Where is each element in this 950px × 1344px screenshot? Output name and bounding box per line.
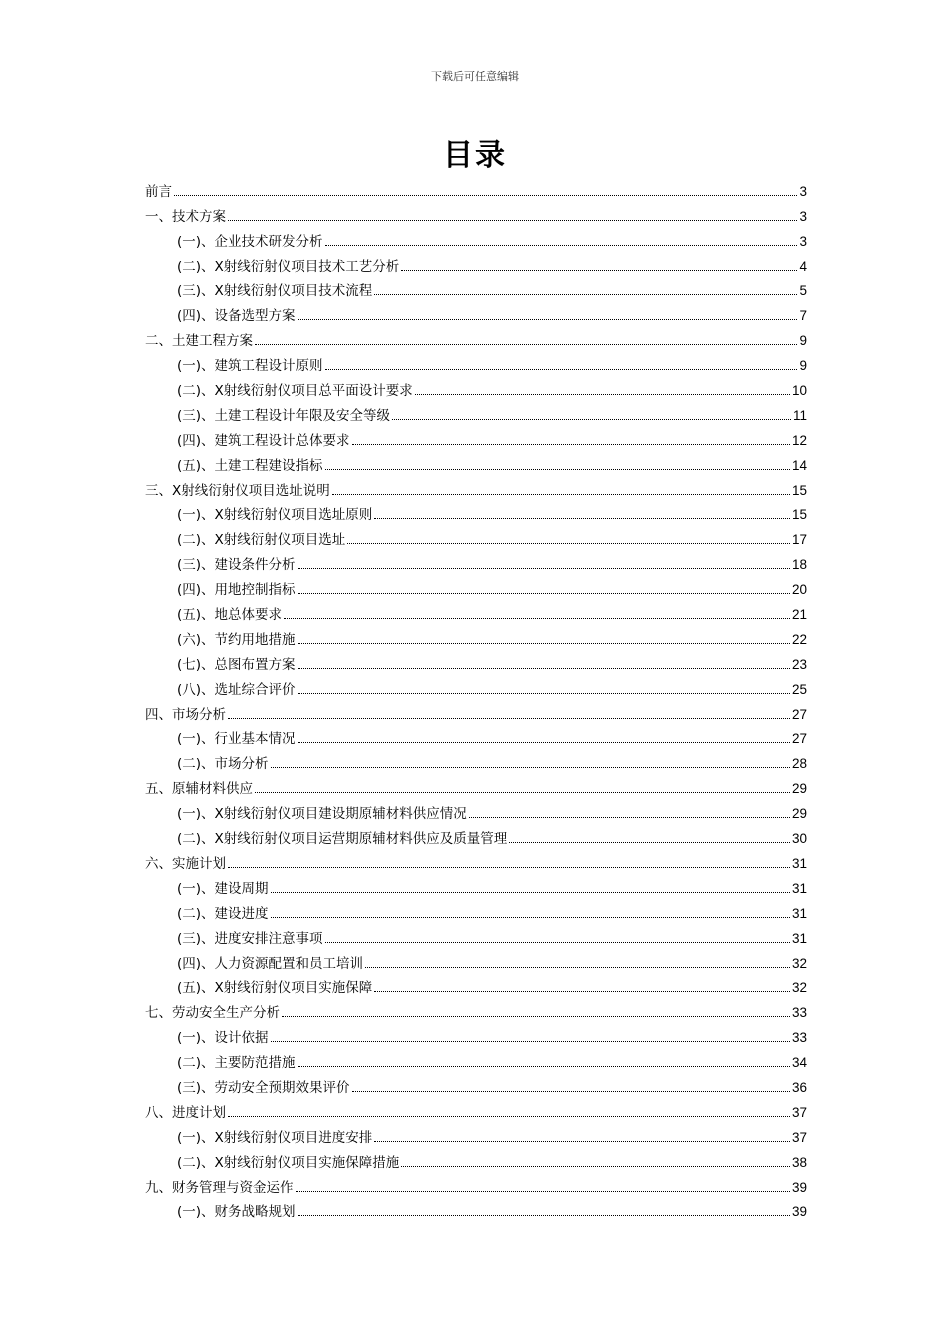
toc-entry-page: 4 xyxy=(799,258,807,274)
toc-entry[interactable] xyxy=(145,499,807,524)
toc-entry-label: (二)、市场分析 xyxy=(177,756,269,773)
toc-entry[interactable] xyxy=(145,1146,807,1171)
toc-dot-leader xyxy=(332,494,790,495)
toc-dot-leader xyxy=(298,1066,790,1067)
toc-entry-page: 29 xyxy=(791,806,807,822)
toc-entry-page: 30 xyxy=(791,831,807,847)
toc-entry[interactable] xyxy=(145,573,807,598)
toc-entry-label: 二、土建工程方案 xyxy=(145,333,253,350)
toc-entry-page: 29 xyxy=(791,781,807,797)
toc-entry-page: 10 xyxy=(791,383,807,399)
toc-entry[interactable] xyxy=(145,996,807,1021)
toc-entry-page: 32 xyxy=(791,955,807,971)
toc-dot-leader xyxy=(325,469,790,470)
toc-entry-page: 14 xyxy=(791,457,807,473)
toc-entry-label: (二)、主要防范措施 xyxy=(177,1055,296,1072)
toc-dot-leader xyxy=(228,867,790,868)
toc-entry-page: 32 xyxy=(791,980,807,996)
toc-entry-page: 33 xyxy=(791,1030,807,1046)
toc-entry-label: 七、劳动安全生产分析 xyxy=(145,1005,280,1022)
toc-entry-page: 34 xyxy=(791,1055,807,1071)
toc-entry-label: 八、进度计划 xyxy=(145,1104,226,1121)
toc-entry-label: (四)、设备选型方案 xyxy=(177,308,296,325)
toc-dot-leader xyxy=(271,892,790,893)
page-title: 目录 xyxy=(443,138,507,173)
toc-dot-leader xyxy=(352,444,790,445)
toc-entry-page: 27 xyxy=(791,731,807,747)
toc-dot-leader xyxy=(255,792,790,793)
toc-entry-label: (一)、X射线衍射仪项目选址原则 xyxy=(177,507,373,524)
toc-dot-leader xyxy=(374,294,797,295)
toc-entry[interactable] xyxy=(145,225,807,250)
toc-entry[interactable] xyxy=(145,1071,807,1096)
toc-dot-leader xyxy=(296,1191,790,1192)
toc-entry-label: (二)、X射线衍射仪项目总平面设计要求 xyxy=(177,383,413,400)
toc-dot-leader xyxy=(298,593,790,594)
toc-entry[interactable] xyxy=(145,922,807,947)
toc-entry-label: (一)、建设周期 xyxy=(177,880,269,897)
toc-entry[interactable] xyxy=(145,449,807,474)
toc-dot-leader xyxy=(255,344,797,345)
toc-entry-page: 31 xyxy=(791,855,807,871)
toc-entry-page: 9 xyxy=(799,358,807,374)
toc-entry[interactable] xyxy=(145,947,807,972)
toc-entry-label: (二)、建设进度 xyxy=(177,905,269,922)
toc-entry-label: (六)、节约用地措施 xyxy=(177,631,296,648)
toc-entry-page: 21 xyxy=(791,607,807,623)
toc-entry-page: 25 xyxy=(791,681,807,697)
toc-entry-page: 20 xyxy=(791,582,807,598)
toc-dot-leader xyxy=(298,742,790,743)
toc-dot-leader xyxy=(298,693,790,694)
toc-entry-label: (一)、设计依据 xyxy=(177,1030,269,1047)
toc-entry-label: (一)、行业基本情况 xyxy=(177,731,296,748)
toc-entry-page: 3 xyxy=(799,233,807,249)
toc-dot-leader xyxy=(392,419,791,420)
toc-entry[interactable] xyxy=(145,1096,807,1121)
toc-dot-leader xyxy=(271,1041,790,1042)
toc-dot-leader xyxy=(298,568,790,569)
toc-entry-page: 12 xyxy=(791,432,807,448)
toc-entry-label: (一)、财务战略规划 xyxy=(177,1204,296,1221)
toc-dot-leader xyxy=(509,842,790,843)
toc-entry-page: 18 xyxy=(791,557,807,573)
toc-entry-label: (四)、建筑工程设计总体要求 xyxy=(177,432,350,449)
toc-dot-leader xyxy=(174,195,797,196)
toc-dot-leader xyxy=(325,942,790,943)
toc-entry-label: (二)、X射线衍射仪项目技术工艺分析 xyxy=(177,258,400,275)
toc-entry[interactable] xyxy=(145,723,807,748)
toc-dot-leader xyxy=(298,1215,790,1216)
toc-entry-label: (一)、建筑工程设计原则 xyxy=(177,358,323,375)
toc-entry-page: 31 xyxy=(791,880,807,896)
toc-entry-page: 22 xyxy=(791,631,807,647)
toc-dot-leader xyxy=(298,668,790,669)
toc-entry-label: 四、市场分析 xyxy=(145,706,226,723)
toc-entry[interactable] xyxy=(145,797,807,822)
toc-entry[interactable] xyxy=(145,673,807,698)
toc-entry-label: (八)、选址综合评价 xyxy=(177,681,296,698)
toc-entry[interactable] xyxy=(145,872,807,897)
toc-entry[interactable] xyxy=(145,175,807,200)
toc-entry-page: 15 xyxy=(791,482,807,498)
toc-entry[interactable] xyxy=(145,648,807,673)
toc-dot-leader xyxy=(401,270,797,271)
toc-dot-leader xyxy=(282,1016,790,1017)
toc-entry[interactable] xyxy=(145,747,807,772)
toc-dot-leader xyxy=(271,767,790,768)
toc-entry-label: 九、财务管理与资金运作 xyxy=(145,1179,294,1196)
toc-entry[interactable] xyxy=(145,1121,807,1146)
toc-entry[interactable] xyxy=(145,374,807,399)
toc-entry-page: 33 xyxy=(791,1005,807,1021)
toc-entry-page: 7 xyxy=(799,308,807,324)
toc-entry-label: (七)、总图布置方案 xyxy=(177,656,296,673)
toc-dot-leader xyxy=(374,991,790,992)
toc-entry-page: 9 xyxy=(799,333,807,349)
toc-entry[interactable] xyxy=(145,698,807,723)
toc-entry[interactable] xyxy=(145,1196,807,1221)
toc-entry-page: 17 xyxy=(791,532,807,548)
toc-dot-leader xyxy=(374,518,790,519)
toc-entry[interactable] xyxy=(145,598,807,623)
toc-entry-label: (三)、劳动安全预期效果评价 xyxy=(177,1079,350,1096)
toc-entry-page: 31 xyxy=(791,930,807,946)
toc-dot-leader xyxy=(298,643,790,644)
toc-dot-leader xyxy=(228,1116,790,1117)
toc-dot-leader xyxy=(415,394,790,395)
toc-entry[interactable] xyxy=(145,349,807,374)
toc-entry-label: 前言 xyxy=(145,183,172,200)
toc-entry-label: 三、X射线衍射仪项目选址说明 xyxy=(145,482,330,499)
toc-entry-page: 3 xyxy=(799,183,807,199)
toc-entry[interactable] xyxy=(145,847,807,872)
toc-entry-label: (四)、人力资源配置和员工培训 xyxy=(177,955,364,972)
toc-entry[interactable] xyxy=(145,250,807,275)
toc-entry-label: (二)、X射线衍射仪项目实施保障措施 xyxy=(177,1154,400,1171)
page-header-note: 下载后可任意编辑 xyxy=(431,70,519,83)
toc-entry[interactable] xyxy=(145,1171,807,1196)
toc-entry-page: 11 xyxy=(792,407,807,423)
toc-entry-label: (五)、地总体要求 xyxy=(177,607,283,624)
toc-entry-page: 5 xyxy=(799,283,807,299)
toc-entry[interactable] xyxy=(145,623,807,648)
toc-dot-leader xyxy=(401,1166,790,1167)
toc-entry-label: (一)、X射线衍射仪项目进度安排 xyxy=(177,1129,373,1146)
toc-entry-label: (二)、X射线衍射仪项目运营期原辅材料供应及质量管理 xyxy=(177,831,508,848)
toc-entry-label: (一)、企业技术研发分析 xyxy=(177,233,323,250)
toc-entry-page: 36 xyxy=(791,1079,807,1095)
toc-entry[interactable] xyxy=(145,275,807,300)
toc-entry-label: (三)、X射线衍射仪项目技术流程 xyxy=(177,283,373,300)
toc-entry-page: 38 xyxy=(791,1154,807,1170)
toc-entry-page: 3 xyxy=(799,208,807,224)
toc-entry[interactable] xyxy=(145,523,807,548)
toc-entry[interactable] xyxy=(145,399,807,424)
toc-dot-leader xyxy=(228,220,797,221)
toc-entry[interactable] xyxy=(145,424,807,449)
toc-entry-label: (五)、X射线衍射仪项目实施保障 xyxy=(177,980,373,997)
toc-entry-page: 27 xyxy=(791,706,807,722)
toc-dot-leader xyxy=(325,245,798,246)
toc-dot-leader xyxy=(271,917,790,918)
toc-dot-leader xyxy=(298,319,798,320)
toc-dot-leader xyxy=(284,618,790,619)
toc-entry-label: (三)、进度安排注意事项 xyxy=(177,930,323,947)
toc-dot-leader xyxy=(347,543,790,544)
toc-dot-leader xyxy=(374,1141,790,1142)
toc-dot-leader xyxy=(325,369,798,370)
toc-entry-page: 37 xyxy=(791,1129,807,1145)
toc-dot-leader xyxy=(469,817,790,818)
toc-entry[interactable] xyxy=(145,299,807,324)
toc-dot-leader xyxy=(352,1091,790,1092)
toc-entry[interactable] xyxy=(145,1046,807,1071)
toc-entry-page: 37 xyxy=(791,1104,807,1120)
toc-entry-label: (三)、建设条件分析 xyxy=(177,557,296,574)
toc-dot-leader xyxy=(228,718,790,719)
toc-entry-page: 31 xyxy=(791,905,807,921)
toc-entry-label: (一)、X射线衍射仪项目建设期原辅材料供应情况 xyxy=(177,806,467,823)
toc-dot-leader xyxy=(365,967,790,968)
toc-entry-page: 15 xyxy=(791,507,807,523)
toc-entry[interactable] xyxy=(145,1021,807,1046)
toc-entry[interactable] xyxy=(145,772,807,797)
toc-entry[interactable] xyxy=(145,200,807,225)
toc-entry-page: 28 xyxy=(791,756,807,772)
toc-entry[interactable] xyxy=(145,324,807,349)
toc-entry-page: 23 xyxy=(791,656,807,672)
toc-entry[interactable] xyxy=(145,548,807,573)
toc-entry[interactable] xyxy=(145,897,807,922)
toc-entry[interactable] xyxy=(145,474,807,499)
toc-entry[interactable] xyxy=(145,822,807,847)
toc-entry-label: (二)、X射线衍射仪项目选址 xyxy=(177,532,346,549)
toc-entry-label: 一、技术方案 xyxy=(145,208,226,225)
toc-entry-label: (三)、土建工程设计年限及安全等级 xyxy=(177,407,391,424)
toc-entry-label: 六、实施计划 xyxy=(145,855,226,872)
toc-entry-label: (四)、用地控制指标 xyxy=(177,582,296,599)
table-of-contents xyxy=(145,175,807,1220)
toc-entry-label: (五)、土建工程建设指标 xyxy=(177,457,323,474)
toc-entry-label: 五、原辅材料供应 xyxy=(145,781,253,798)
toc-entry[interactable] xyxy=(145,972,807,997)
toc-entry-page: 39 xyxy=(791,1204,807,1220)
toc-entry-page: 39 xyxy=(791,1179,807,1195)
